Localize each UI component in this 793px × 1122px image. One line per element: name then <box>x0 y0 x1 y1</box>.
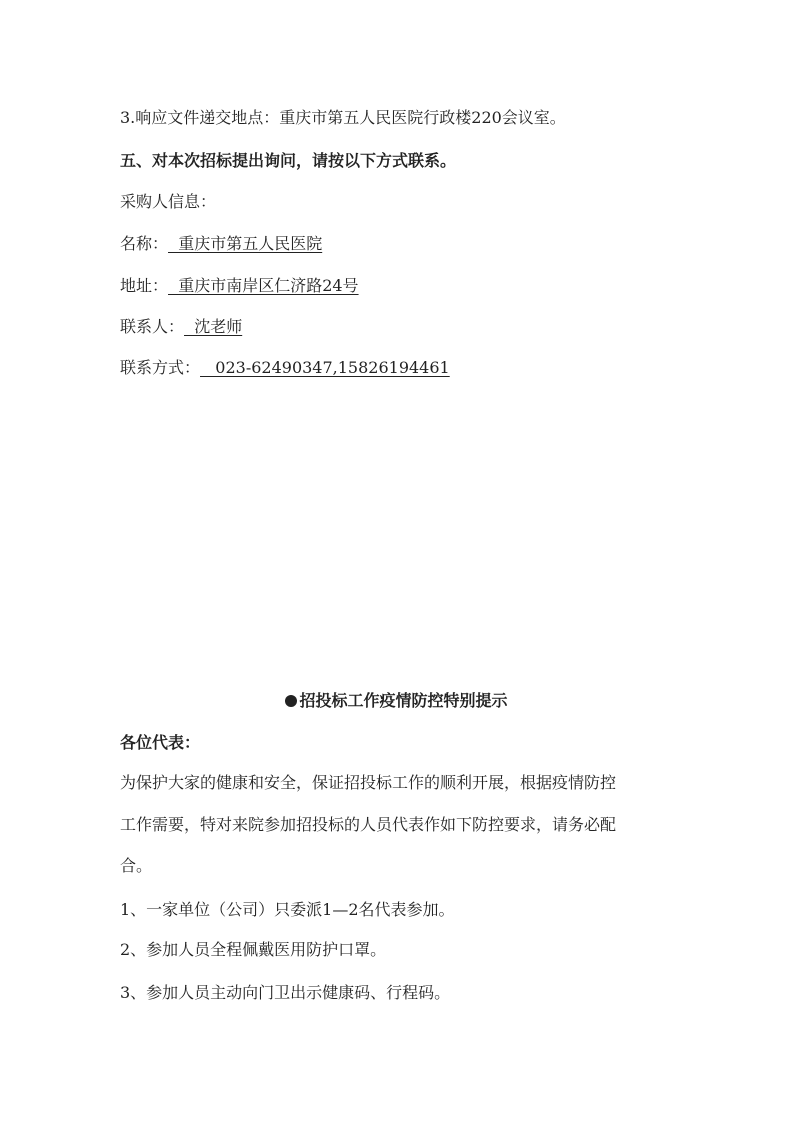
buyer-address-row <box>120 276 359 296</box>
bullet-icon <box>285 695 297 707</box>
contact-person-row <box>120 317 242 337</box>
notice-paragraph-line-1: 为保护大家的健康和安全，保证招投标工作的顺利开展，根据疫情防控 <box>120 773 617 792</box>
address-label: 地址： <box>120 276 169 295</box>
contact-phone-row <box>120 358 450 378</box>
name-label: 名称： <box>120 234 169 253</box>
buyer-name-row <box>120 234 322 254</box>
notice-title <box>0 691 793 711</box>
inquiry-heading: 五、对本次招标提出询问，请按以下方式联系。 <box>120 151 457 170</box>
delivery-location-text: 3.响应文件递交地点：重庆市第五人民医院行政楼220会议室。 <box>120 108 566 127</box>
notice-paragraph-line-2: 工作需要，特对来院参加招投标的人员代表作如下防控要求，请务必配 <box>120 815 617 834</box>
notice-rule-1: 1、一家单位（公司）只委派1—2名代表参加。 <box>120 900 455 919</box>
notice-title-text: 招投标工作疫情防控特别提示 <box>299 691 508 710</box>
phone-value: 023-62490347,15826194461 <box>200 358 450 377</box>
notice-paragraph-line-3: 合。 <box>120 856 153 875</box>
name-value: 重庆市第五人民医院 <box>168 234 323 253</box>
phone-label: 联系方式： <box>120 358 201 377</box>
contact-value: 沈老师 <box>184 317 243 336</box>
notice-greeting: 各位代表： <box>120 733 201 752</box>
contact-label: 联系人： <box>120 317 185 336</box>
buyer-info-label: 采购人信息： <box>120 192 217 211</box>
notice-rule-3: 3、参加人员主动向门卫出示健康码、行程码。 <box>120 983 451 1002</box>
address-value: 重庆市南岸区仁济路24号 <box>168 276 359 295</box>
notice-rule-2: 2、参加人员全程佩戴医用防护口罩。 <box>120 940 387 959</box>
